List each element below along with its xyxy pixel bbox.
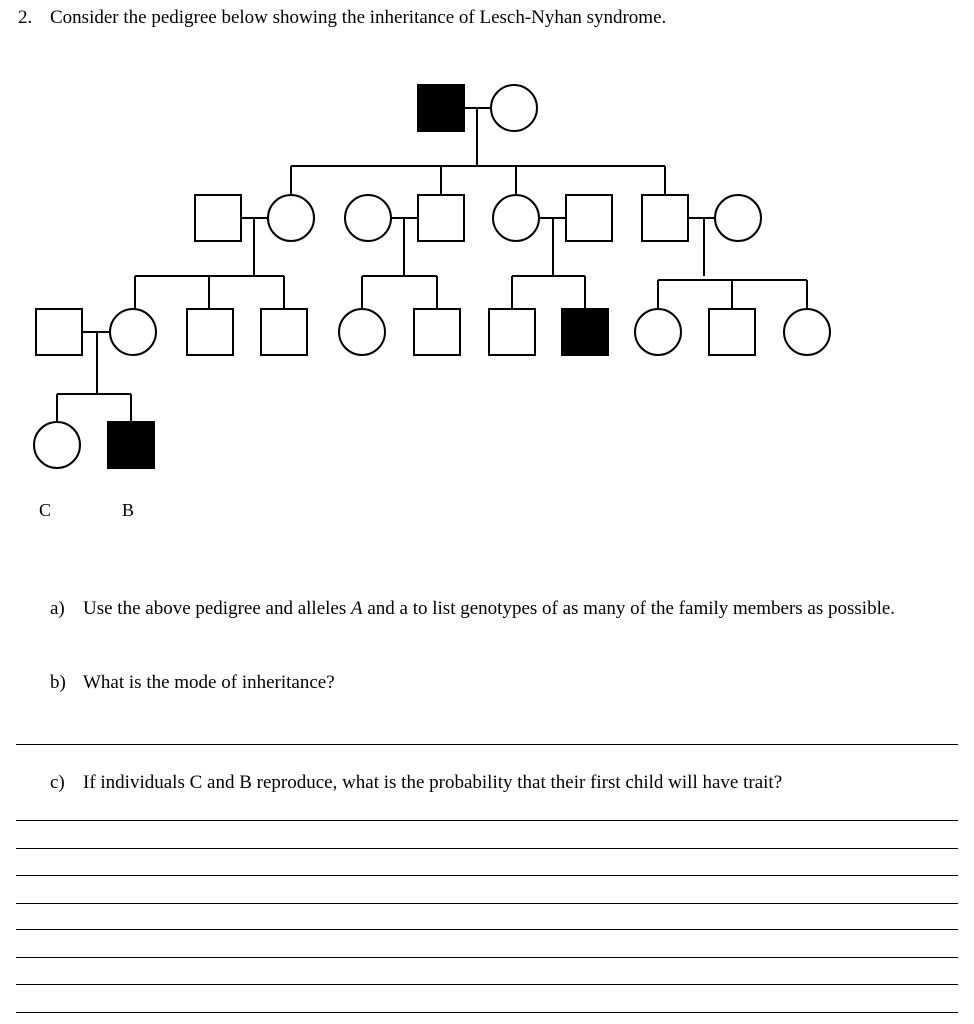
pedigree-lines (57, 108, 807, 422)
female-circle (493, 195, 539, 241)
answer-line (16, 984, 958, 985)
label-b: B (122, 500, 135, 520)
part-c-text: If individuals C and B reproduce, what is the probability that their first child will have trait? (83, 772, 783, 793)
answer-line (16, 1012, 958, 1013)
question-number: 2. (18, 7, 33, 28)
male-square (414, 309, 460, 355)
male-square (261, 309, 307, 355)
male-square (709, 309, 755, 355)
answer-line (16, 903, 958, 904)
part-a (50, 596, 950, 656)
answer-line (16, 929, 958, 930)
affected-male-square (562, 309, 608, 355)
male-square (418, 195, 464, 241)
female-circle (635, 309, 681, 355)
female-circle (491, 85, 537, 131)
allele-italic: A (351, 598, 363, 619)
part-b-letter: b) (50, 672, 66, 693)
individual-c-female-circle (34, 422, 80, 468)
individual-b-affected-male-square (108, 422, 154, 468)
part-c (50, 770, 950, 800)
part-b (50, 670, 950, 700)
answer-line (16, 848, 958, 849)
part-c-letter: c) (50, 772, 65, 793)
answer-line (16, 957, 958, 958)
part-a-letter: a) (50, 598, 65, 619)
female-circle (110, 309, 156, 355)
female-circle (268, 195, 314, 241)
label-c: C (39, 500, 52, 520)
answer-line (16, 820, 958, 821)
male-square (642, 195, 688, 241)
male-square (489, 309, 535, 355)
part-a-text (83, 596, 933, 622)
female-circle (715, 195, 761, 241)
male-square (187, 309, 233, 355)
affected-male-square (418, 85, 464, 131)
male-square (36, 309, 82, 355)
part-b-text: What is the mode of inheritance? (83, 672, 335, 693)
male-square (566, 195, 612, 241)
part-a-text-after: and a to list genotypes of as many of the family members as possible. (362, 598, 896, 619)
question-text: Consider the pedigree below showing the inheritance of Lesch-Nyhan syndrome. (50, 7, 667, 28)
answer-line (16, 744, 958, 745)
female-circle (784, 309, 830, 355)
female-circle (339, 309, 385, 355)
female-circle (345, 195, 391, 241)
part-a-text-before: Use the above pedigree and alleles (83, 598, 351, 619)
answer-line (16, 875, 958, 876)
male-square (195, 195, 241, 241)
